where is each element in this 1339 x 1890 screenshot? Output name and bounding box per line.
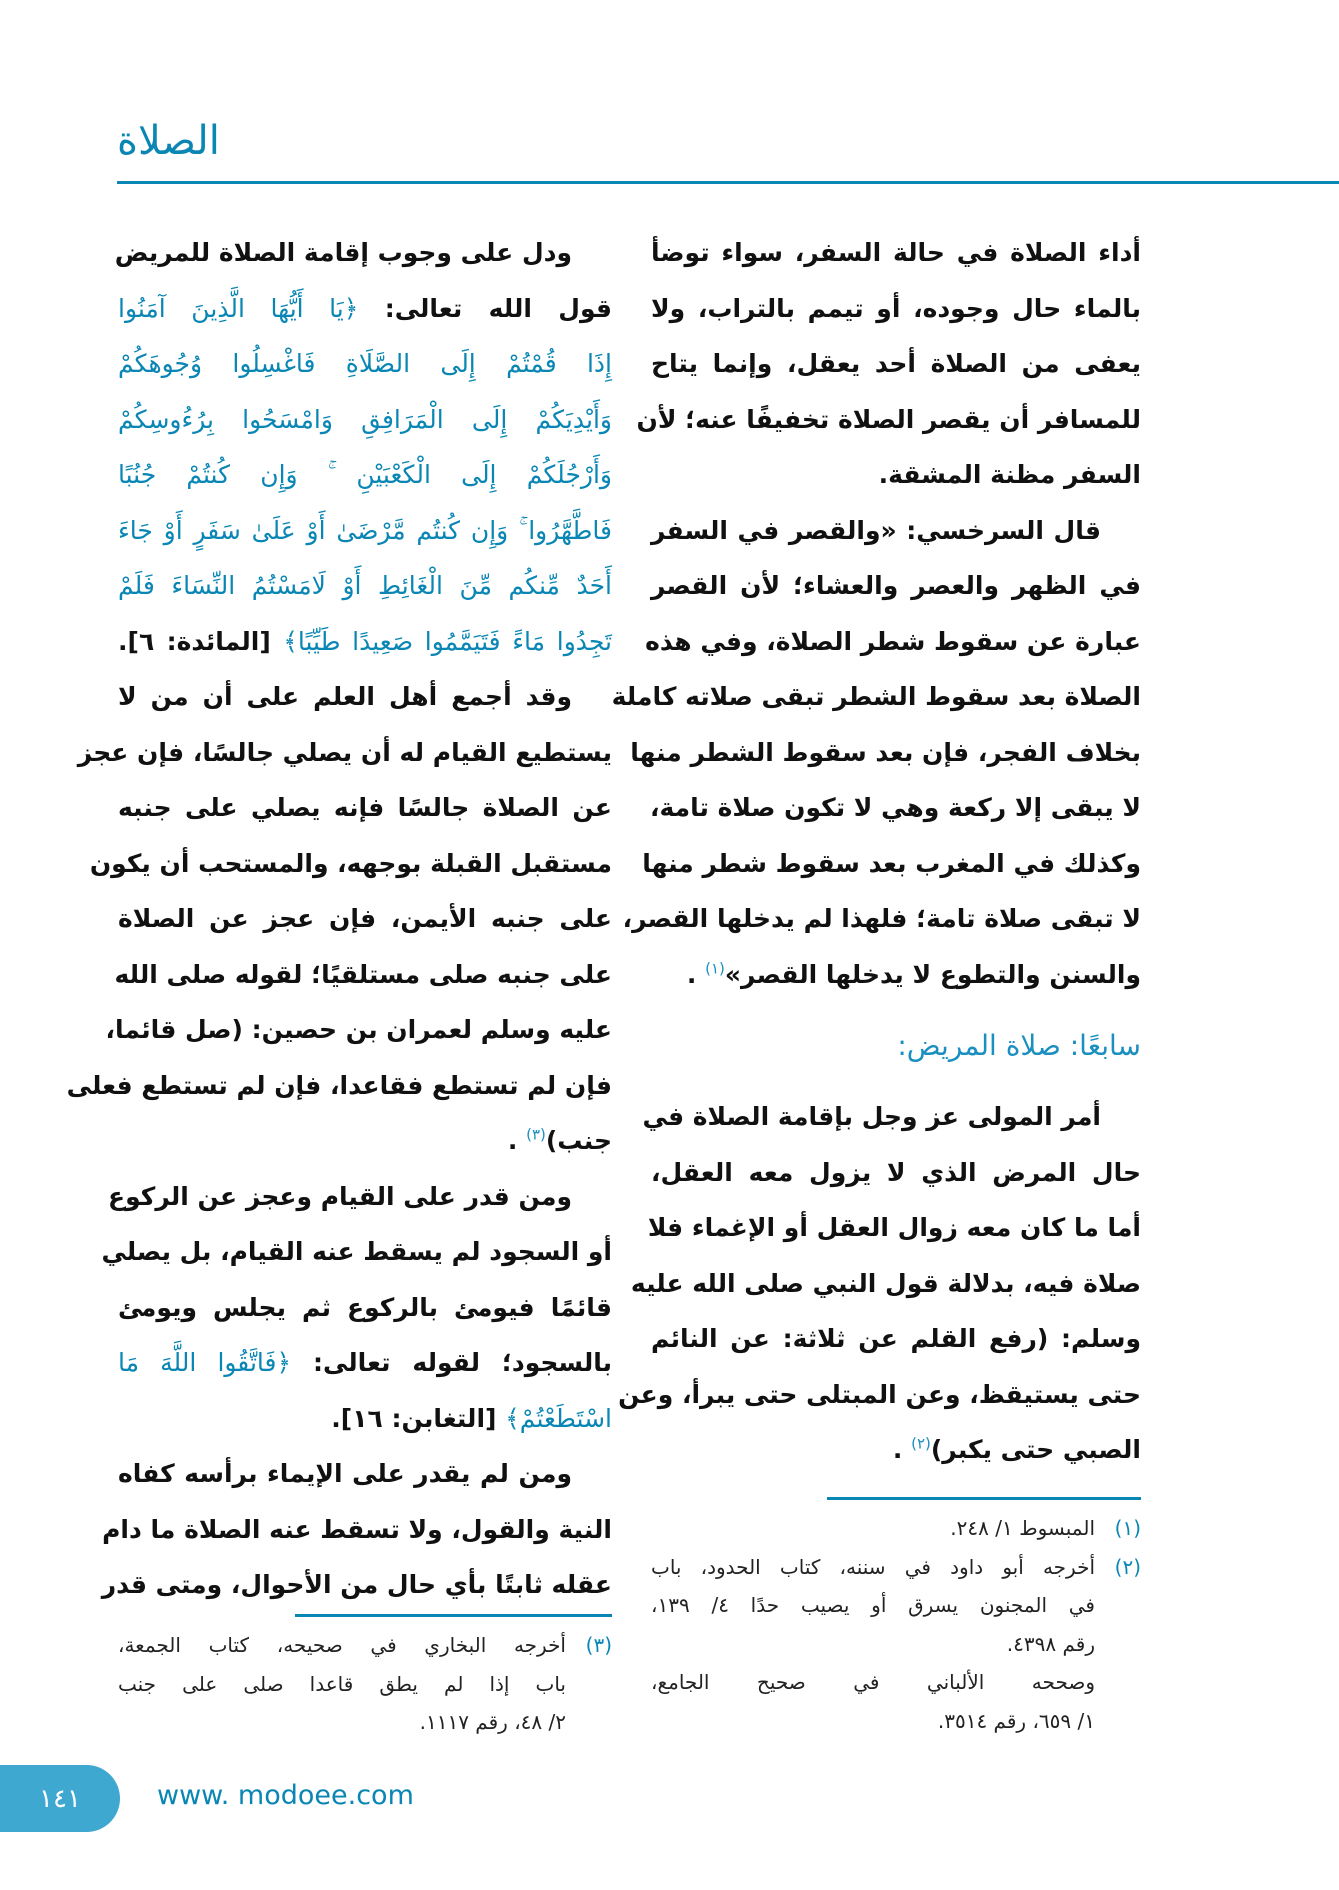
right-column (611, 225, 1141, 1478)
text-line (118, 336, 612, 392)
footnote-text: في المجنون يسرق أو يصيب حدًا ٤/ ١٣٩، (651, 1593, 1095, 1617)
footnote-text: أخرجه أبو داود في سننه، كتاب الحدود، باب (651, 1554, 1095, 1579)
text-run: لا يبقى إلا ركعة وهي لا تكون صلاة تامة، (649, 793, 1141, 822)
text-run: يعفى من الصلاة أحد يعقل، وإنما يتاح (651, 349, 1141, 378)
text-line (630, 725, 1141, 781)
footnote-line (651, 1509, 1141, 1548)
footnote-rule-right (827, 1497, 1141, 1500)
text-line (118, 1446, 612, 1502)
text-run: صلاة فيه، بدلالة قول النبي صلى الله عليه (630, 1268, 1141, 1298)
text-line (651, 947, 1141, 1003)
text-run: بالماء حال وجوده، أو تيمم بالتراب، ولا (651, 293, 1141, 323)
text-run: وسلم: (رفع القلم عن ثلاثة: عن النائم (651, 1324, 1141, 1353)
footnote-line (118, 1703, 612, 1742)
footnote-text: أخرجه البخاري في صحيحه، كتاب الجمعة، (118, 1633, 566, 1657)
text-run: عن الصلاة جالسًا فإنه يصلي على جنبه (118, 793, 612, 822)
text-line (611, 669, 1141, 725)
text-line (651, 281, 1141, 337)
text-run: بخلاف الفجر، فإن بعد سقوط الشطر منها (630, 737, 1141, 767)
text-run: للمسافر أن يقصر الصلاة تخفيفًا عنه؛ لأن (636, 404, 1141, 434)
text-run: قال السرخسي: «والقصر في السفر (651, 515, 1101, 545)
text-line (118, 614, 612, 670)
text-line (118, 447, 612, 503)
text-line (89, 836, 612, 892)
text-run: الصلاة بعد سقوط الشطر تبقى صلاته كاملة (611, 682, 1141, 711)
footnote-line (651, 1702, 1141, 1741)
text-run: . (892, 1435, 912, 1464)
text-run: يستطيع القيام له أن يصلي جالسًا، فإن عجز (77, 737, 612, 767)
quran-verse: إِذَا قُمْتُمْ إِلَى الصَّلَاةِ فَاغْسِلُوا وُجُوهَكُمْ (118, 349, 612, 378)
text-line (114, 225, 612, 281)
quran-verse: فَاطَّهَّرُوا ۚ وَإِن كُنتُم مَّرْضَىٰ أَوْ عَلَىٰ سَفَرٍ أَوْ جَاءَ (118, 515, 612, 545)
section-heading: سابعًا: صلاة المريض: (897, 1029, 1141, 1062)
text-run: بالسجود؛ لقوله تعالى: (291, 1348, 612, 1377)
text-line (118, 1113, 612, 1169)
text-line (651, 225, 1141, 281)
right-paragraphs-top (611, 225, 1141, 1002)
text-line (618, 1367, 1141, 1423)
footnote-number: (٢) (1114, 1554, 1141, 1579)
text-run: أو السجود لم يسقط عنه القيام، بل يصلي (101, 1237, 612, 1266)
footnote-rule-left (295, 1614, 612, 1617)
text-line (118, 558, 612, 614)
text-run: السفر مظنة المشقة. (878, 460, 1141, 489)
footnote-ref[interactable]: (٣) (526, 1125, 546, 1144)
text-run: حتى يستيقظ، وعن المبتلى حتى يبرأ، وعن (618, 1379, 1141, 1409)
text-line (645, 614, 1141, 670)
text-run: لا تبقى صلاة تامة؛ فلهذا لم يدخلها القصر، (622, 904, 1141, 933)
text-line (622, 891, 1141, 947)
quran-verse: وَأَرْجُلَكُمْ إِلَى الْكَعْبَيْنِ ۚ وَإِن كُنتُمْ جُنُبًا (118, 460, 612, 489)
text-run: . (686, 959, 706, 989)
website-link[interactable]: www. modoee.com (157, 1780, 414, 1811)
text-run: ومن لم يقدر على الإيماء برأسه كفاه (118, 1459, 572, 1488)
text-line (118, 669, 612, 725)
footnote-line (651, 1548, 1141, 1587)
quran-verse: ﴿فَاتَّقُوا اللَّهَ مَا (118, 1348, 292, 1377)
text-line (647, 1200, 1141, 1256)
text-run: والسنن والتطوع لا يدخلها القصر» (724, 959, 1141, 989)
footnote-number: (٣) (585, 1633, 612, 1657)
left-column (66, 225, 613, 1613)
text-run: جنب) (545, 1126, 612, 1155)
text-run: [التغابن: ١٦]. (331, 1403, 506, 1433)
footnote-number: (١) (1114, 1516, 1141, 1540)
text-line (118, 891, 612, 947)
text-run: قائمًا فيومئ بالركوع ثم يجلس ويومئ (118, 1292, 612, 1322)
text-run: . (507, 1126, 527, 1155)
footnote-line (118, 1626, 612, 1665)
left-paragraphs (66, 225, 613, 1613)
text-line (651, 1422, 1141, 1478)
text-line (108, 1169, 612, 1225)
text-line (651, 503, 1141, 559)
text-run: ودل على وجوب إقامة الصلاة للمريض (114, 238, 572, 267)
chapter-title: الصلاة (117, 118, 220, 164)
text-line (118, 392, 612, 448)
footnote-text: المبسوط ١/ ٢٤٨. (950, 1516, 1095, 1540)
footnote-ref[interactable]: (٢) (911, 1434, 931, 1453)
text-line (118, 503, 612, 559)
page-number-badge (0, 1765, 120, 1832)
text-line (642, 836, 1141, 892)
footnote-line (651, 1625, 1141, 1664)
footnote-text: وصححه الألباني في صحيح الجامع، (651, 1670, 1095, 1694)
text-run: أداء الصلاة في حالة السفر، سواء توضأ (651, 238, 1141, 267)
quran-verse: ﴿يَا أَيُّهَا الَّذِينَ آمَنُوا (118, 293, 359, 323)
quran-verse: وَأَيْدِيَكُمْ إِلَى الْمَرَافِقِ وَامْسَحُوا بِرُءُوسِكُمْ (118, 404, 612, 434)
text-run: ومن قدر على القيام وعجز عن الركوع (108, 1181, 572, 1211)
text-line (101, 1557, 612, 1613)
text-run: عليه وسلم لعمران بن حصين: (صل قائما، (105, 1015, 612, 1044)
footnote-ref[interactable]: (١) (705, 959, 725, 978)
text-line (118, 1391, 612, 1447)
text-line (105, 1002, 612, 1058)
footnote-line (651, 1663, 1141, 1702)
text-line (651, 1311, 1141, 1367)
text-run: عقله ثابتًا بأي حال من الأحوال، ومتى قدر (101, 1570, 612, 1599)
right-paragraphs-bottom (618, 1089, 1141, 1478)
quran-verse: تَجِدُوا مَاءً فَتَيَمَّمُوا صَعِيدًا طَيِّبًا﴾ (283, 626, 612, 656)
text-run: في الظهر والعصر والعشاء؛ لأن القصر (651, 571, 1141, 600)
text-run: قول الله تعالى: (358, 293, 613, 323)
text-run: النية والقول، ولا تسقط عنه الصلاة ما دام (102, 1514, 612, 1544)
text-line (118, 1280, 612, 1336)
text-line (118, 1335, 612, 1391)
text-line (651, 1145, 1141, 1201)
header-rule (117, 181, 1339, 184)
text-run: أمر المولى عز وجل بإقامة الصلاة في (642, 1102, 1101, 1131)
text-run: وكذلك في المغرب بعد سقوط شطر منها (642, 848, 1141, 878)
text-run: حال المرض الذي لا يزول معه العقل، (651, 1157, 1141, 1187)
text-line (651, 447, 1141, 503)
text-line (101, 1224, 612, 1280)
footnotes-left (118, 1626, 612, 1742)
text-run: عبارة عن سقوط شطر الصلاة، وفي هذه (645, 626, 1141, 656)
text-line (630, 1256, 1141, 1312)
text-line (651, 780, 1141, 836)
footnote-text: ٢/ ٤٨، رقم ١١١٧. (419, 1710, 566, 1734)
footnote-text: باب إذا لم يطق قاعدا صلى على جنب (118, 1671, 566, 1696)
text-line (651, 336, 1141, 392)
text-run: الصبي حتى يكبر) (930, 1435, 1141, 1464)
text-line (118, 281, 612, 337)
quran-verse: أَحَدٌ مِّنكُم مِّنَ الْغَائِطِ أَوْ لَامَسْتُمُ النِّسَاءَ فَلَمْ (118, 571, 612, 600)
text-line (102, 1502, 612, 1558)
text-run: وقد أجمع أهل العلم على أن من لا (118, 682, 572, 711)
text-run: [المائدة: ٦]. (118, 626, 284, 656)
footnotes-right (651, 1509, 1141, 1740)
text-run: أما ما كان معه زوال العقل أو الإغماء فلا (647, 1213, 1141, 1242)
text-line (651, 558, 1141, 614)
footnote-text: رقم ٤٣٩٨. (1006, 1631, 1095, 1656)
text-run: على جنبه صلى مستلقيًا؛ لقوله صلى الله (114, 959, 612, 989)
text-line (636, 392, 1141, 448)
text-run: فإن لم تستطع فقاعدا، فإن لم تستطع فعلى (66, 1070, 612, 1100)
text-line (66, 1058, 612, 1114)
quran-verse: اسْتَطَعْتُمْ﴾ (505, 1403, 612, 1433)
text-run: مستقبل القبلة بوجهه، والمستحب أن يكون (89, 848, 612, 878)
text-line (114, 947, 612, 1003)
page-number: ١٤١ (39, 1783, 81, 1814)
footnote-line (118, 1665, 612, 1704)
text-line (118, 780, 612, 836)
footnote-line (651, 1586, 1141, 1625)
footnote-text: ١/ ٦٥٩، رقم ٣٥١٤. (937, 1708, 1095, 1733)
text-line (77, 725, 612, 781)
text-run: على جنبه الأيمن، فإن عجز عن الصلاة (118, 904, 612, 933)
text-line (642, 1089, 1141, 1145)
